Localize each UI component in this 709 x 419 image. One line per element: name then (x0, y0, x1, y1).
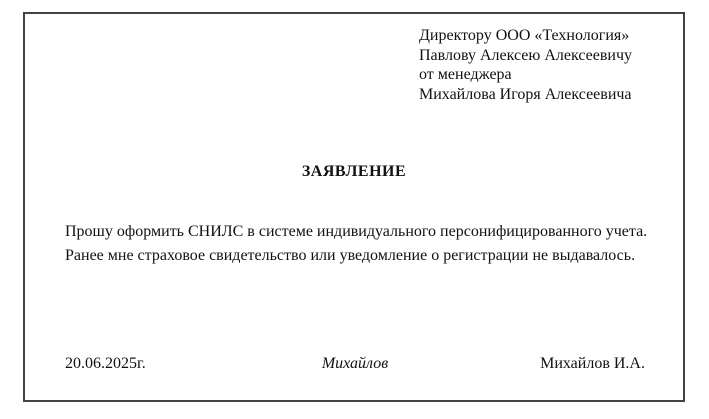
document-date: 20.06.2025г. (65, 355, 146, 372)
addressee-sender-role: от менеджера (419, 66, 512, 83)
signature-row (65, 352, 645, 376)
document-body-paragraph: Прошу оформить СНИЛС в системе индивидуального персонифицированного учета. Ранее мне страховое свидетельство или уведомление о регистрации не выдавалось. (65, 223, 648, 264)
document-title: ЗАЯВЛЕНИЕ (301, 163, 407, 180)
addressee-recipient-name: Павлову Алексею Алексеевичу (419, 46, 633, 64)
signatory-name: Михайлов И.А. (540, 355, 645, 372)
addressee-block (419, 26, 632, 104)
handwritten-signature: Михайлов (321, 355, 389, 372)
addressee-recipient-title: Директору ООО «Технология» (419, 27, 630, 44)
document-page (23, 12, 685, 402)
addressee-sender-name: Михайлова Игоря Алексеевича (419, 85, 632, 103)
